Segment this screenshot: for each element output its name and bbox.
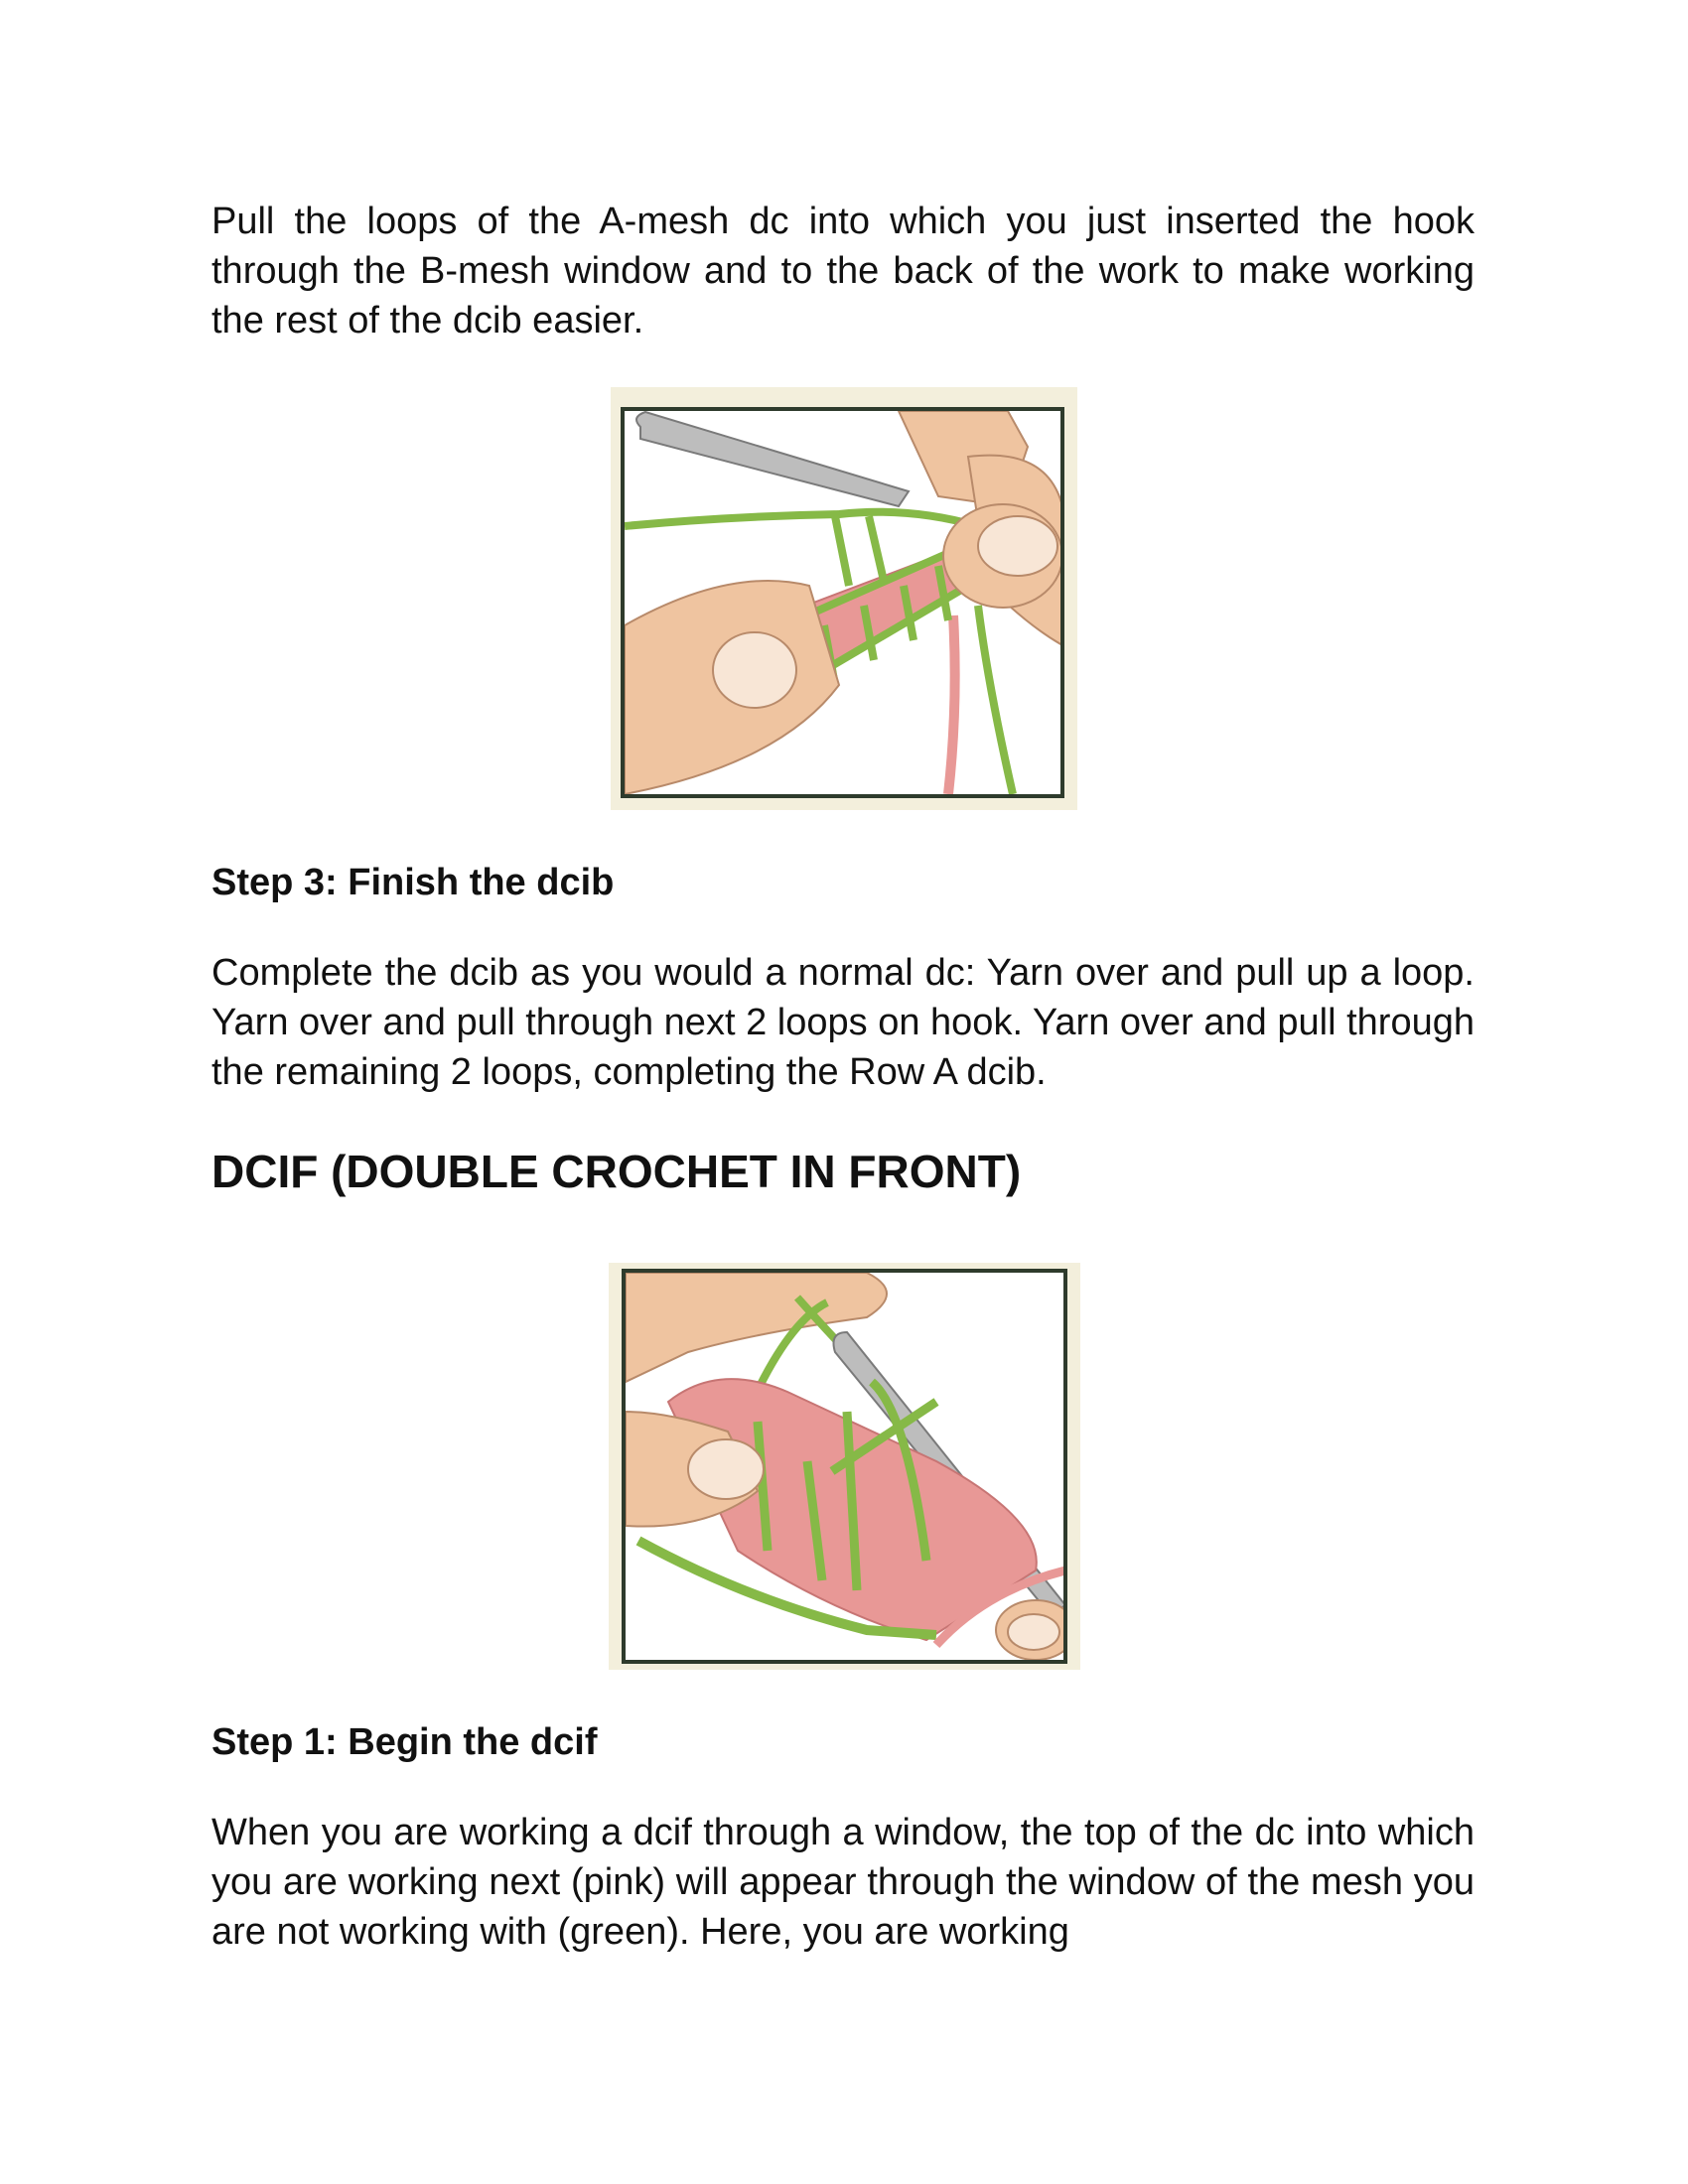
- paragraph-begin: When you are working a dcif through a window, the top of the dc into which you are working next (pink) will appear through the window of the mesh you are not working with (green). Here, you are working: [211, 1812, 1475, 1953]
- dcib-step2-illustration: [611, 387, 1077, 810]
- paragraph-complete: Complete the dcib as you would a normal dc: Yarn over and pull up a loop. Yarn over and pull through next 2 loops on hook. Yarn over and pull through the remaining 2 loops, completing the Row A dcib.: [211, 952, 1475, 1093]
- step3-heading: Step 3: Finish the dcib: [211, 862, 615, 903]
- section-heading: DCIF (DOUBLE CROCHET IN FRONT): [211, 1146, 1022, 1197]
- paragraph-pull-loops: Pull the loops of the A-mesh dc into which you just inserted the hook through the B-mesh window and to the back of the work to make working the rest of the dcib easier.: [211, 201, 1475, 341]
- crochet-hook-hands-icon: [611, 387, 1077, 810]
- crochet-hook-hands-icon: [609, 1263, 1080, 1670]
- dcif-step1-illustration: [609, 1263, 1080, 1670]
- step1-heading: Step 1: Begin the dcif: [211, 1721, 598, 1763]
